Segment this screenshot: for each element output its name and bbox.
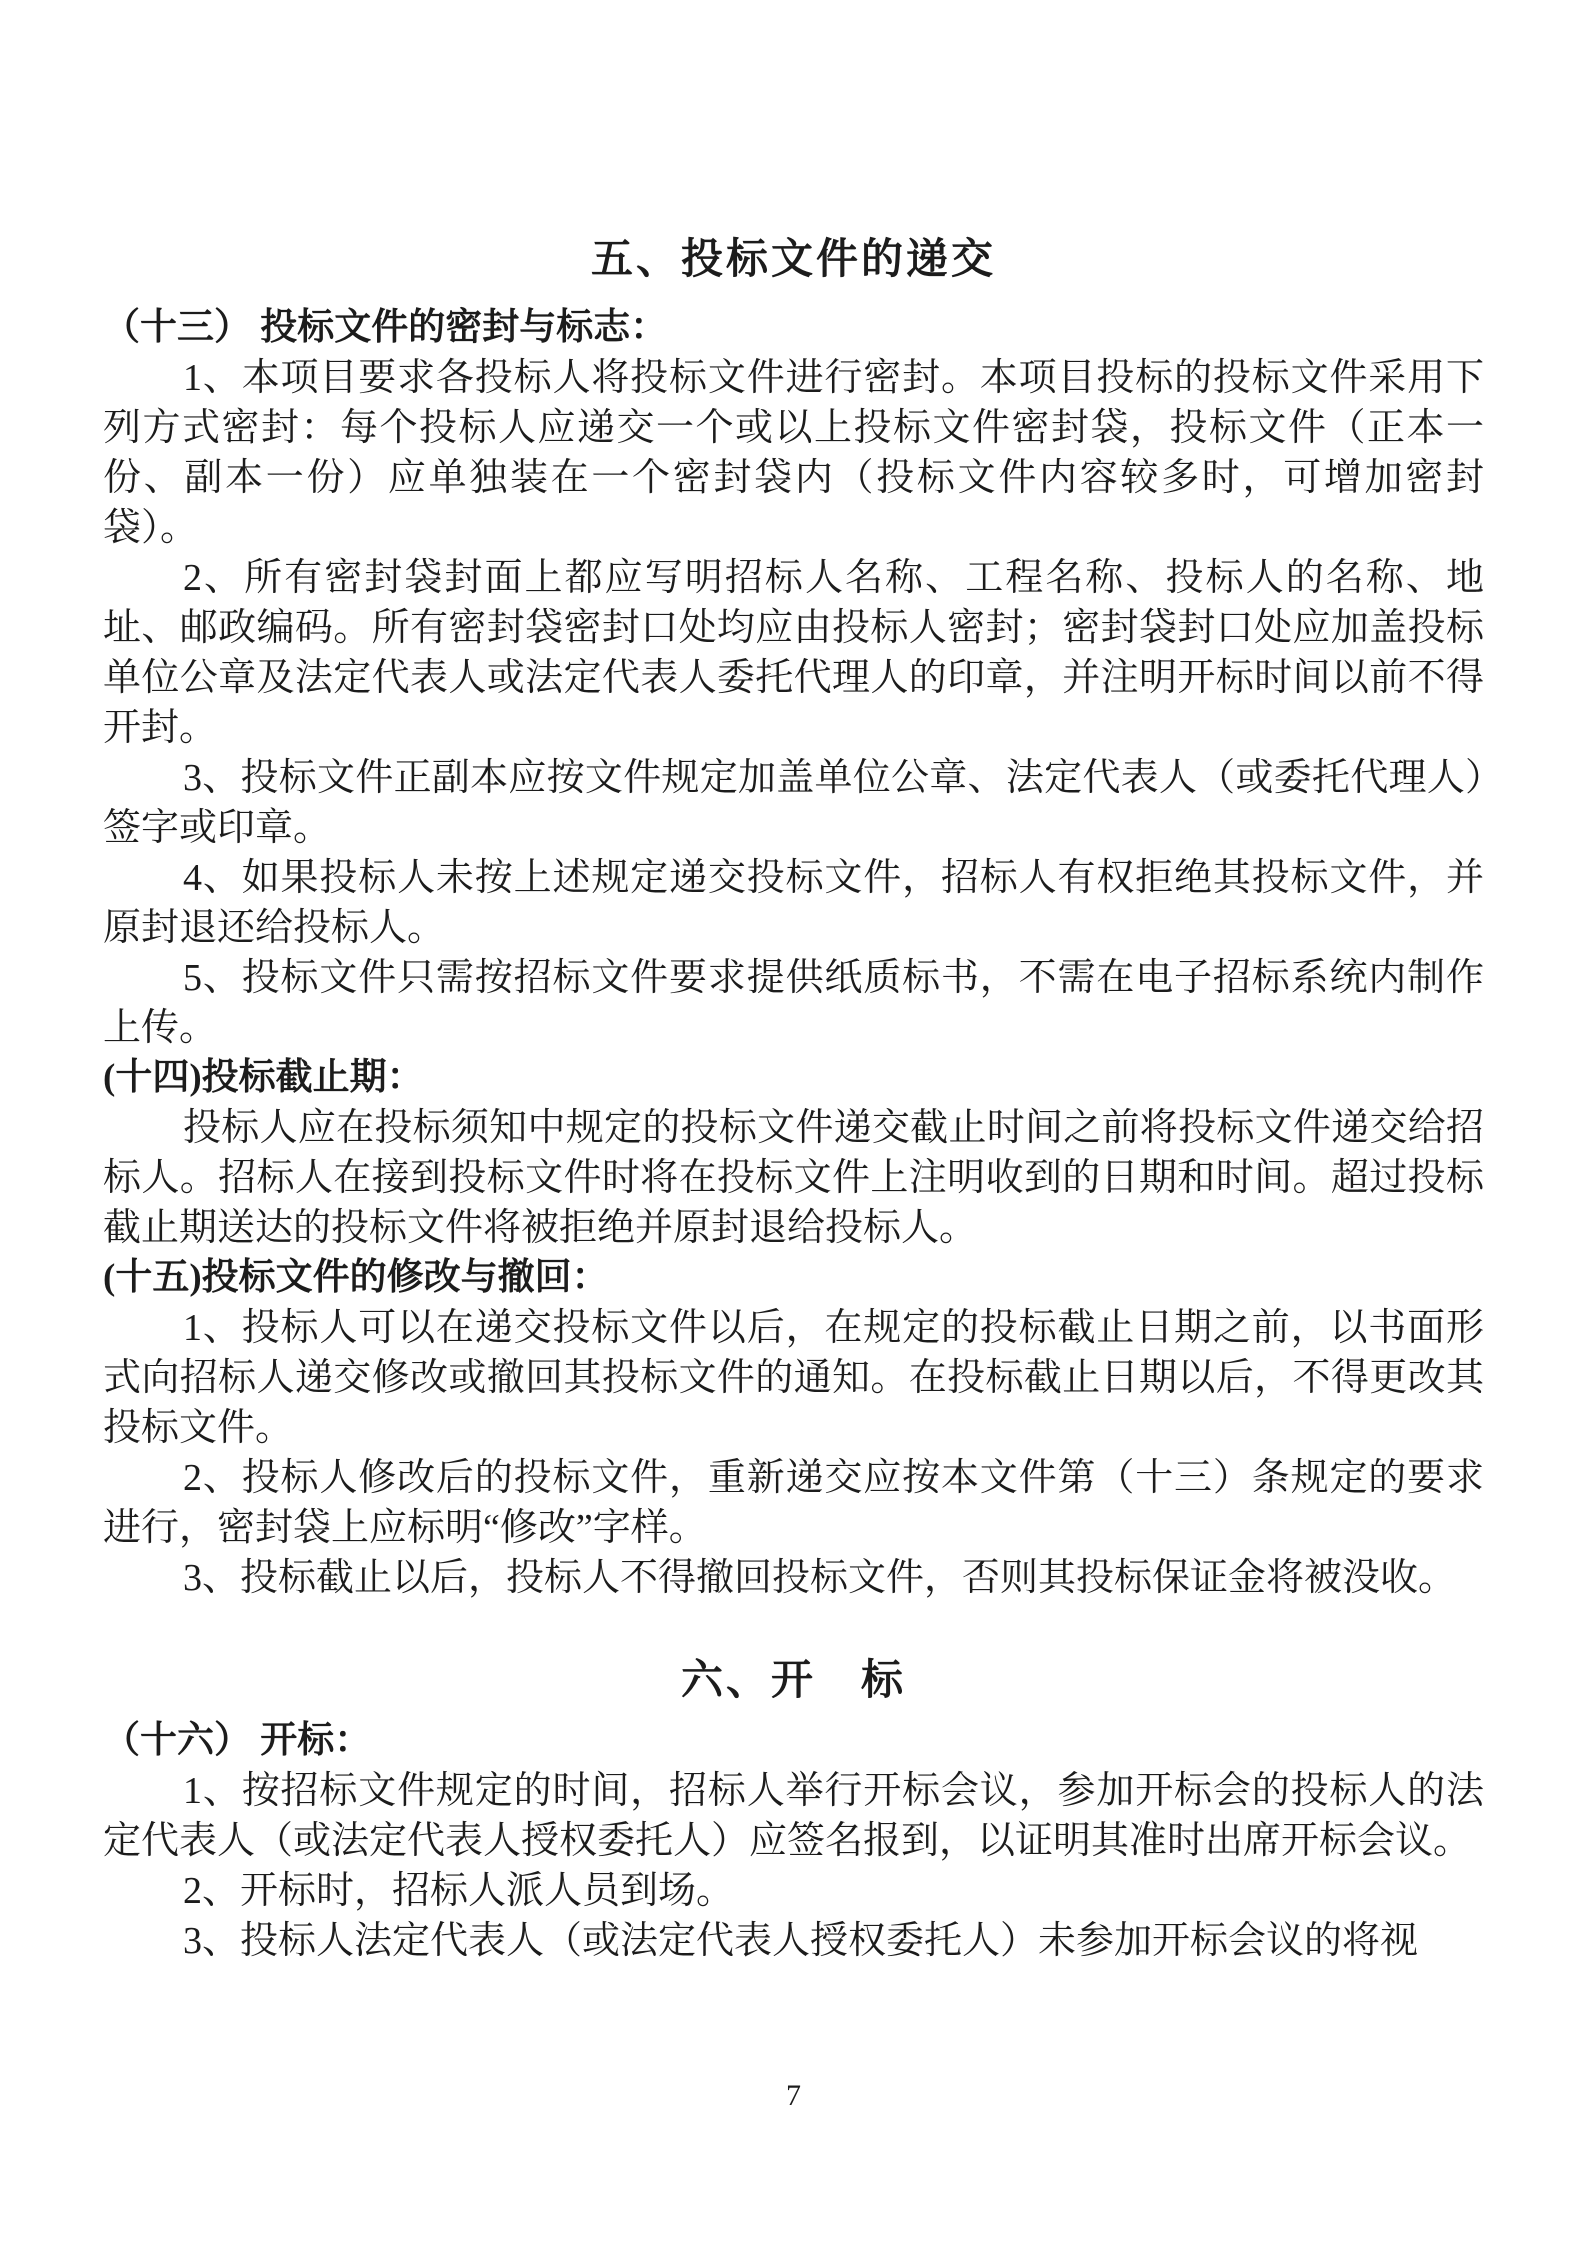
clause-15-paragraph-3: 3、投标截止以后，投标人不得撤回投标文件，否则其投标保证金将被没收。 (183, 1557, 1457, 1599)
clause-15-paragraph-1: 1、投标人可以在递交投标文件以后，在规定的投标截止日期之前，以书面形式向招标人递交修改或撤回其投标文件的通知。在投标截止日期以后，不得更改其投标文件。 (103, 1307, 1484, 1449)
clause-14-heading: (十四)投标截止期： (103, 1057, 424, 1098)
clause-13-paragraph-5: 5、投标文件只需按招标文件要求提供纸质标书，不需在电子招标系统内制作上传。 (103, 957, 1484, 1049)
clause-13-heading: （十三） 投标文件的密封与标志： (103, 307, 668, 348)
clause-15-paragraph-2: 2、投标人修改后的投标文件，重新递交应按本文件第（十三）条规定的要求进行，密封袋上应标明“修改”字样。 (103, 1457, 1484, 1549)
page-number: 7 (786, 2079, 801, 2112)
clause-13-paragraph-2: 2、所有密封袋封面上都应写明招标人名称、工程名称、投标人的名称、地址、邮政编码。所有密封袋密封口处均应由投标人密封；密封袋封口处应加盖投标单位公章及法定代表人或法定代表人委托代理人的印章，并注明开标时间以前不得开封。 (103, 557, 1484, 749)
clause-13-paragraph-3: 3、投标文件正副本应按文件规定加盖单位公章、法定代表人（或委托代理人）签字或印章。 (103, 757, 1484, 849)
document-content (103, 230, 1484, 1966)
section-title-five: 五、投标文件的递交 (590, 237, 996, 283)
clause-14-paragraph-1: 投标人应在投标须知中规定的投标文件递交截止时间之前将投标文件递交给招标人。招标人在接到投标文件时将在投标文件上注明收到的日期和时间。超过投标截止期送达的投标文件将被拒绝并原封退给投标人。 (103, 1107, 1484, 1249)
clause-16-paragraph-3: 3、投标人法定代表人（或法定代表人授权委托人）未参加开标会议的将视 (183, 1920, 1419, 1962)
clause-15-heading: (十五)投标文件的修改与撤回： (103, 1257, 609, 1298)
clause-16-heading: （十六） 开标： (103, 1720, 372, 1761)
clause-16-paragraph-1: 1、按招标文件规定的时间，招标人举行开标会议，参加开标会的投标人的法定代表人（或法定代表人授权委托人）应签名报到，以证明其准时出席开标会议。 (103, 1770, 1484, 1862)
clause-13-paragraph-4: 4、如果投标人未按上述规定递交投标文件，招标人有权拒绝其投标文件，并原封退还给投标人。 (103, 857, 1484, 949)
clause-16-paragraph-2: 2、开标时，招标人派人员到场。 (183, 1870, 735, 1912)
clause-13-paragraph-1: 1、本项目要求各投标人将投标文件进行密封。本项目投标的投标文件采用下列方式密封：每个投标人应递交一个或以上投标文件密封袋，投标文件（正本一份、副本一份）应单独装在一个密封袋内（投标文件内容较多时，可增加密封袋）。 (103, 357, 1484, 549)
section-title-six: 六、开 标 (680, 1658, 906, 1704)
